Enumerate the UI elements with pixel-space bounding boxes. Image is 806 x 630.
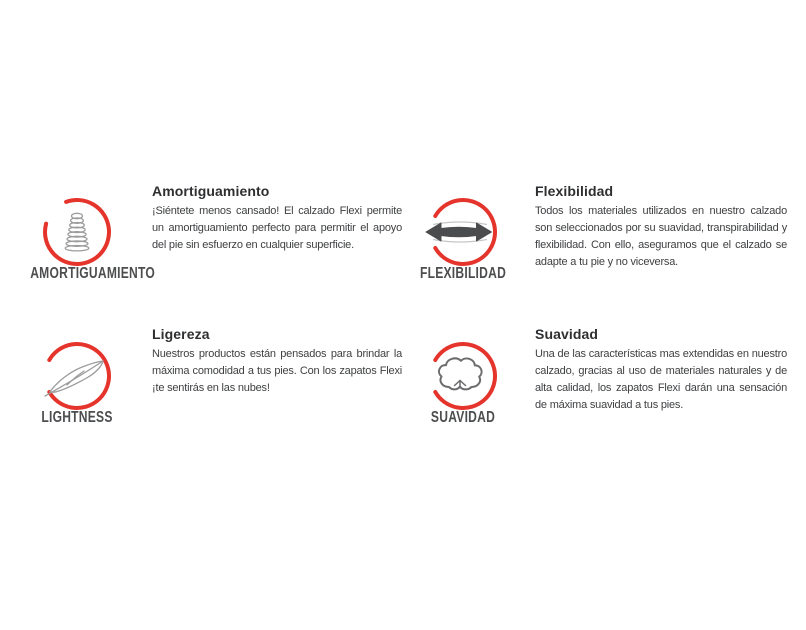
- feature-icon-suavidad: [403, 340, 523, 427]
- icon-label-amortiguamiento: AMORTIGUAMIENTO: [30, 265, 156, 282]
- feather-icon: [17, 340, 137, 412]
- feature-title-amortiguamiento: Amortiguamiento: [152, 183, 270, 199]
- feature-text-ligereza: [152, 326, 402, 397]
- feature-title-ligereza: Ligereza: [152, 326, 210, 342]
- icon-label-flexibilidad: FLEXIBILIDAD: [419, 265, 507, 282]
- feature-icon-ligereza: [17, 340, 137, 427]
- feature-title-flexibilidad: Flexibilidad: [535, 183, 614, 199]
- feature-description-ligereza: Nuestros productos están pensados para brindar la máxima comodidad a tus pies. Con los zapatos Flexi ¡te sentirás en las nubes!: [152, 348, 402, 394]
- feature-description-suavidad: Una de las características mas extendidas en nuestro calzado, gracias al uso de materiales naturales y de alta calidad, los zapatos Flexi darán una sensación de máxima suavidad a tus pies.: [535, 348, 787, 411]
- feature-text-flexibilidad: [535, 183, 787, 271]
- spring-icon: [17, 196, 137, 268]
- feature-icon-amortiguamiento: [17, 196, 156, 283]
- feature-text-suavidad: [535, 326, 787, 414]
- cotton-icon: [403, 340, 523, 412]
- feature-description-amortiguamiento: ¡Siéntete menos cansado! El calzado Flexi permite un amortiguamiento perfecto para permitir el apoyo del pie sin esfuerzo en cualquier superficie.: [152, 205, 402, 251]
- feature-icon-flexibilidad: [403, 196, 523, 283]
- flex-arrow-icon: [403, 196, 523, 268]
- icon-label-suavidad: SUAVIDAD: [430, 409, 496, 426]
- feature-title-suavidad: Suavidad: [535, 326, 599, 342]
- feature-text-amortiguamiento: [152, 183, 402, 254]
- feature-description-flexibilidad: Todos los materiales utilizados en nuestro calzado son seleccionados por su suavidad, transpirabilidad y flexibilidad. Con ello, aseguramos que el calzado se adapte a tu pie y no viceversa.: [535, 205, 787, 268]
- icon-label-ligereza: LIGHTNESS: [41, 409, 113, 426]
